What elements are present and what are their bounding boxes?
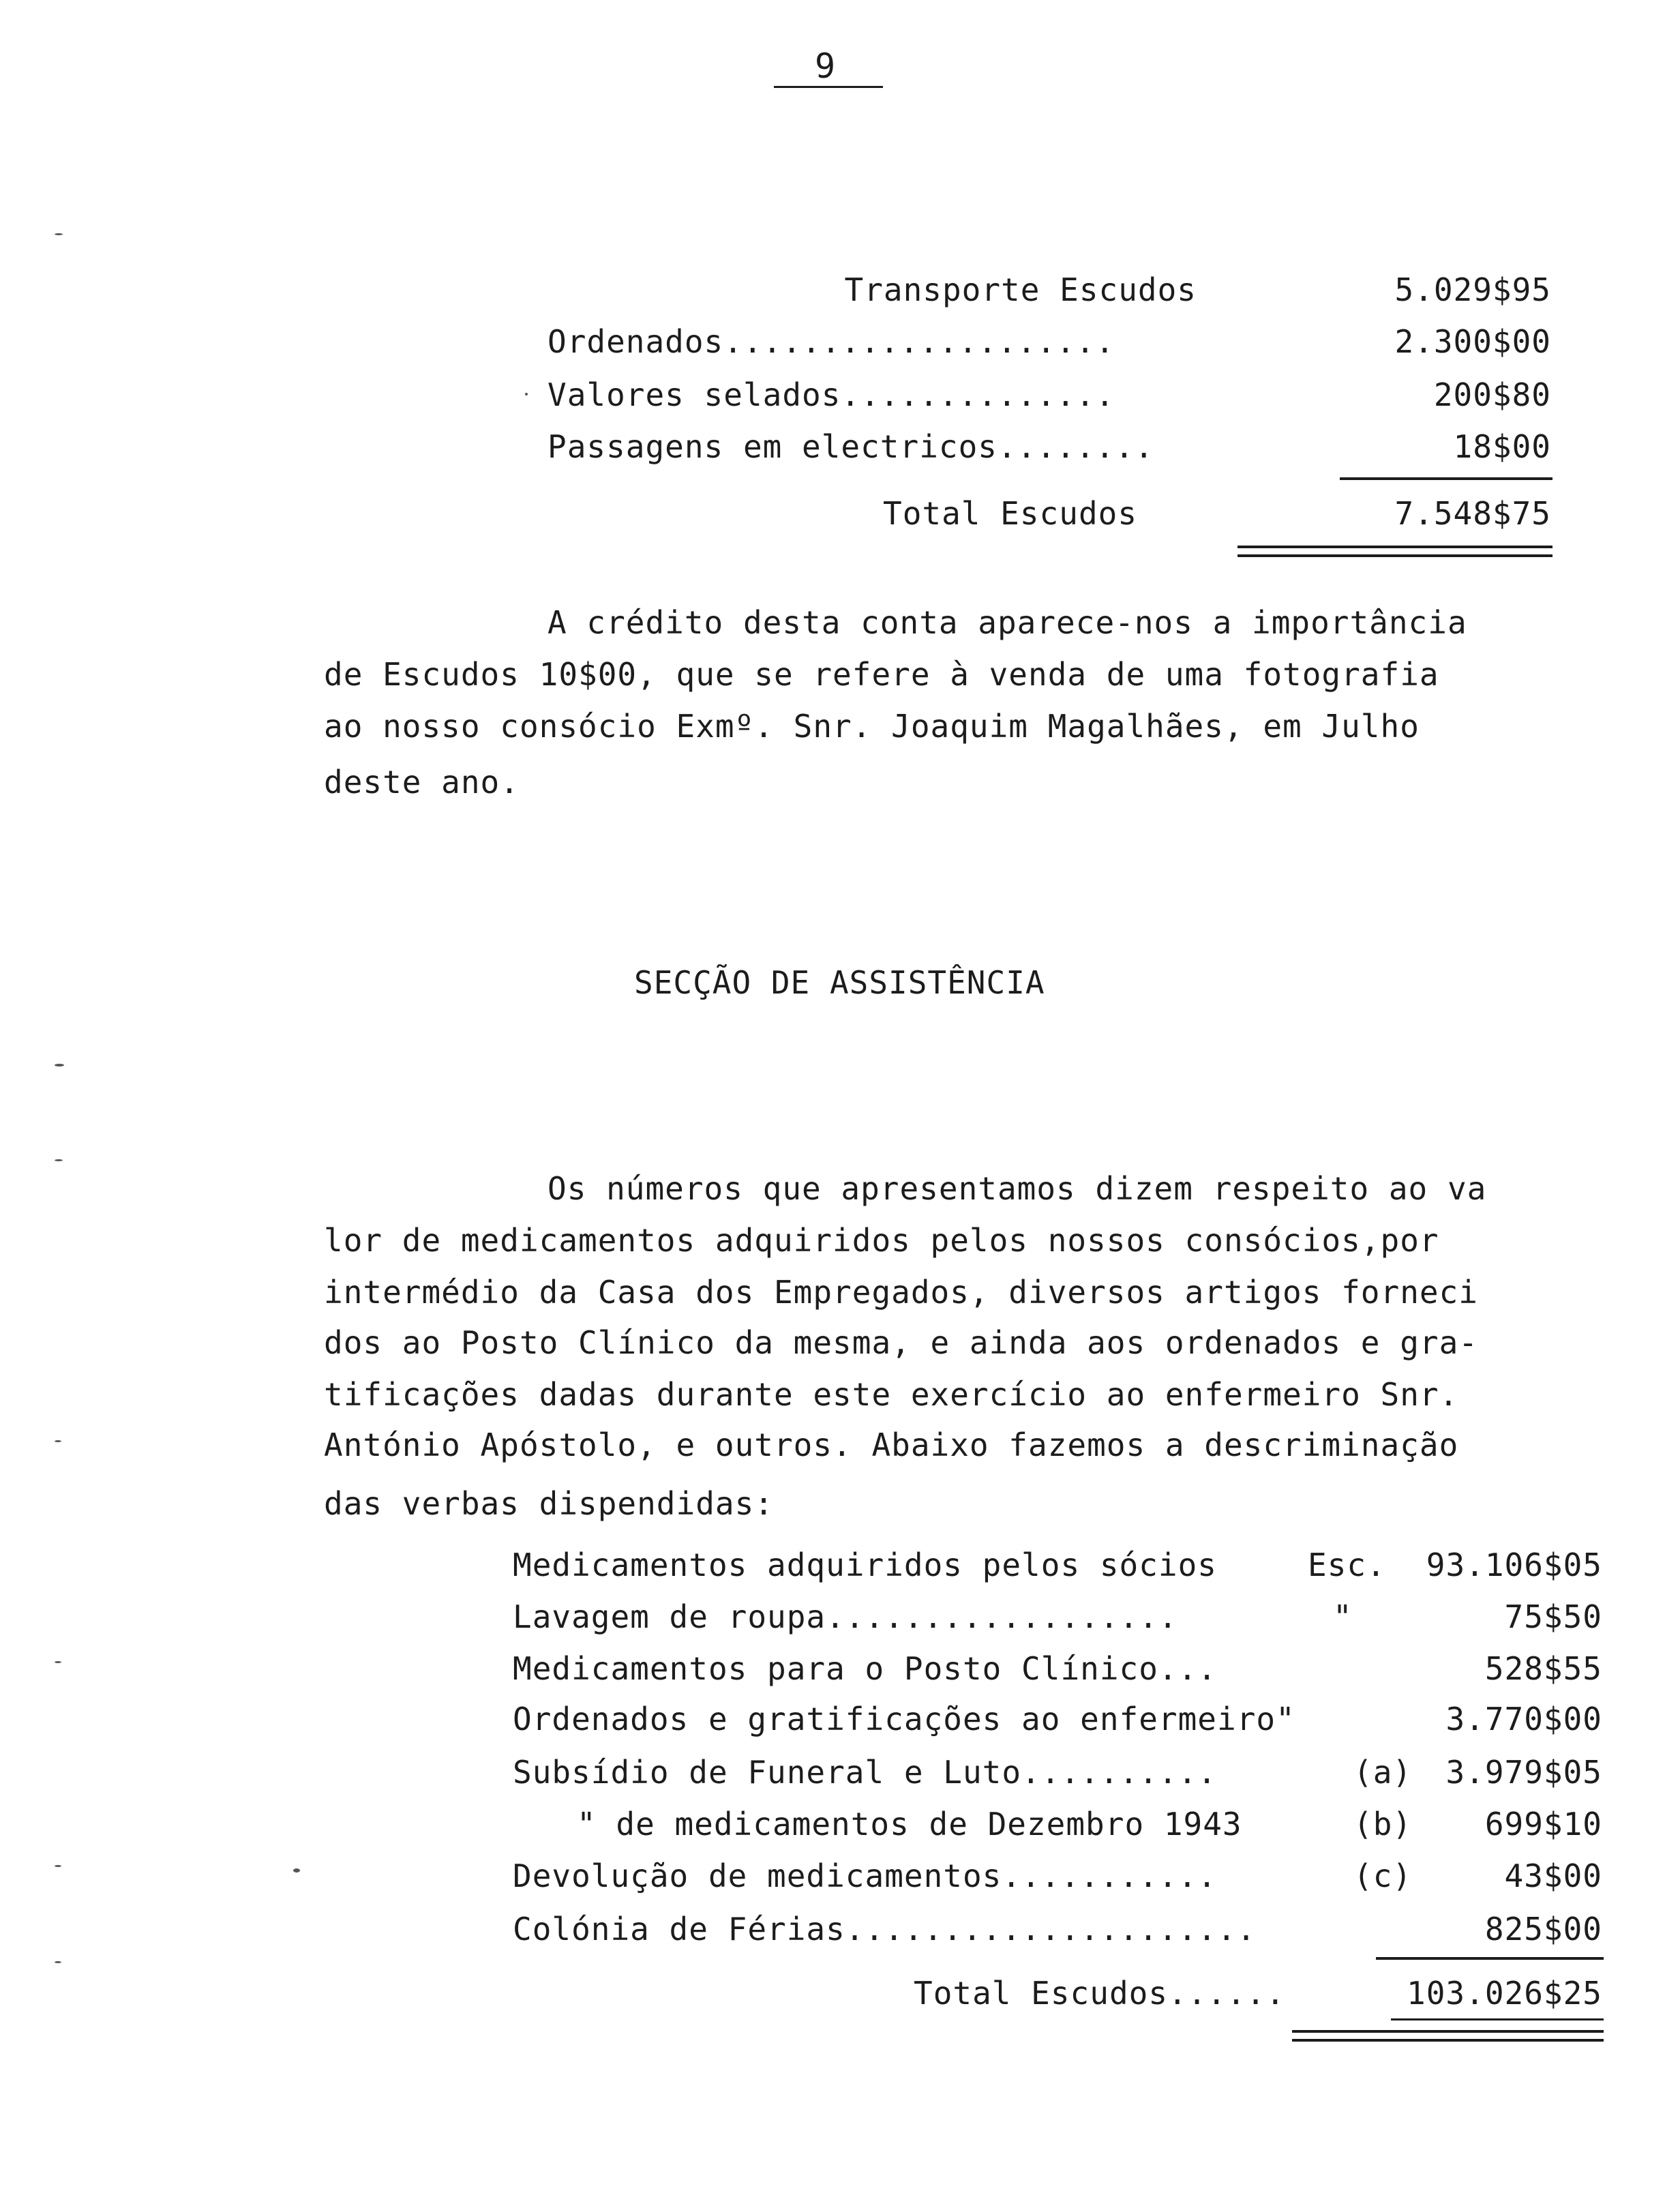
- account-row-value: 200$80: [1433, 376, 1551, 413]
- scan-speck: [55, 1865, 61, 1867]
- scan-speck: [525, 393, 528, 396]
- expense-label: Medicamentos adquiridos pelos sócios: [513, 1547, 1217, 1583]
- paragraph-line: lor de medicamentos adquiridos pelos nossos consócios,por: [324, 1222, 1439, 1259]
- scan-speck: [55, 1440, 61, 1442]
- paragraph-line: das verbas dispendidas:: [324, 1485, 774, 1522]
- page-number: 9: [814, 46, 836, 86]
- subtotal-rule: [1376, 1957, 1604, 1960]
- expense-label: " de medicamentos de Dezembro 1943: [577, 1806, 1242, 1843]
- subtotal-rule: [1340, 477, 1552, 480]
- scan-speck: [55, 1064, 64, 1066]
- expense-value: 43$00: [1504, 1858, 1602, 1894]
- paragraph-line: Os números que apresentamos dizem respeito ao va: [548, 1170, 1487, 1207]
- total-double-rule-bottom: [1292, 2039, 1604, 2042]
- paragraph-line: dos ao Posto Clínico da mesma, e ainda aos ordenados e gra-: [324, 1324, 1478, 1361]
- expense-mark: Esc.: [1308, 1547, 1386, 1583]
- section-title: SECÇÃO DE ASSISTÊNCIA: [634, 964, 1045, 1001]
- scan-speck: [55, 1961, 61, 1963]
- total-value: 103.026$25: [1407, 1975, 1602, 2012]
- paragraph-line: António Apóstolo, e outros. Abaixo fazemos a descriminação: [324, 1427, 1459, 1463]
- paragraph-line: intermédio da Casa dos Empregados, diversos artigos forneci: [324, 1274, 1478, 1311]
- account-row-label: Valores selados..............: [548, 376, 1115, 413]
- expense-label: Lavagem de roupa..................: [513, 1598, 1178, 1635]
- total-label: Total Escudos: [883, 495, 1138, 532]
- paragraph-line: A crédito desta conta aparece-nos a importância: [548, 604, 1467, 641]
- account-row-label: Ordenados....................: [548, 323, 1115, 360]
- expense-mark: (b): [1353, 1806, 1413, 1843]
- expense-label: Devolução de medicamentos...........: [513, 1858, 1217, 1894]
- account-row-value: 2.300$00: [1394, 323, 1551, 360]
- expense-label: Subsídio de Funeral e Luto..........: [513, 1754, 1217, 1791]
- expense-mark: (c): [1353, 1858, 1413, 1894]
- total-double-rule-top: [1238, 546, 1552, 548]
- scan-speck: [55, 1159, 63, 1161]
- expense-value: 93.106$05: [1426, 1547, 1602, 1583]
- total-double-rule-top: [1292, 2030, 1604, 2033]
- scan-speck: [293, 1868, 300, 1873]
- paragraph-line: deste ano.: [324, 764, 520, 801]
- expense-mark: ": [1333, 1598, 1353, 1635]
- scan-speck: [55, 1661, 61, 1663]
- account-row-value: 18$00: [1453, 428, 1551, 465]
- expense-value: 3.979$05: [1445, 1754, 1602, 1791]
- scan-speck: [55, 233, 63, 235]
- paragraph-line: de Escudos 10$00, que se refere à venda de uma fotografia: [324, 656, 1439, 693]
- expense-value: 75$50: [1504, 1598, 1602, 1635]
- paragraph-line: tificações dadas durante este exercício ao enfermeiro Snr.: [324, 1376, 1459, 1413]
- expense-mark: (a): [1353, 1754, 1413, 1791]
- total-label: Total Escudos......: [914, 1975, 1286, 2012]
- paragraph-line: ao nosso consócio Exmº. Snr. Joaquim Magalhães, em Julho: [324, 708, 1420, 745]
- expense-label: Medicamentos para o Posto Clínico...: [513, 1650, 1217, 1687]
- total-value: 7.548$75: [1394, 495, 1551, 532]
- expense-value: 825$00: [1484, 1911, 1602, 1948]
- account-row-label: Passagens em electricos........: [548, 428, 1154, 465]
- expense-value: 699$10: [1484, 1806, 1602, 1843]
- expense-label: Colónia de Férias.....................: [513, 1911, 1257, 1948]
- transport-value: 5.029$95: [1394, 271, 1551, 308]
- total-double-rule-bottom: [1238, 554, 1552, 557]
- total-underline: [1391, 2018, 1604, 2020]
- page-number-underline: [774, 86, 883, 88]
- expense-value: 3.770$00: [1445, 1701, 1602, 1737]
- transport-label: Transporte Escudos: [844, 271, 1197, 308]
- expense-value: 528$55: [1484, 1650, 1602, 1687]
- expense-label: Ordenados e gratificações ao enfermeiro": [513, 1701, 1295, 1737]
